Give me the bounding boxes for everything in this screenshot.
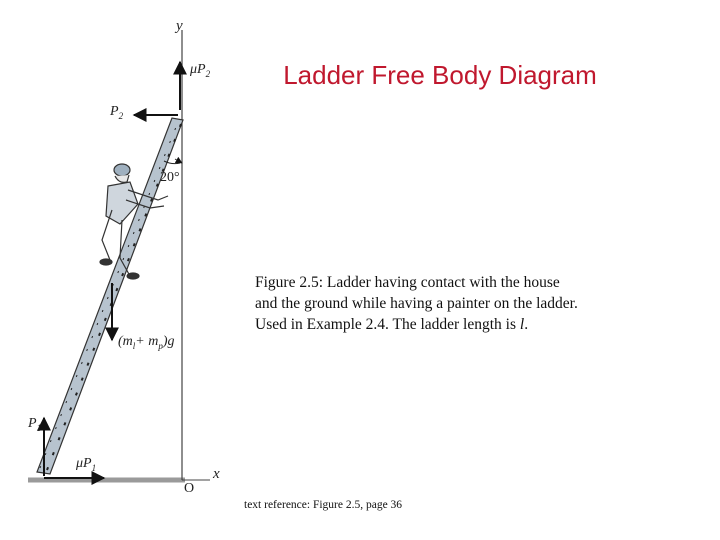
caption-line-3: Used in Example 2.4. The ladder length is l. [255,316,529,333]
force-p2-label: $P_2$ [110,104,124,121]
weight-label: $(m_l+ m_p)g$ [118,334,175,351]
text-reference: text reference: Figure 2.5, page 36 [244,499,403,511]
force-mu-p1-label: $\mu P_1$ [76,456,97,473]
force-mu-p2-label: $\mu P_2$ [190,62,211,79]
slide-title: Ladder Free Body Diagram [283,60,597,90]
figure-caption [255,272,675,335]
angle-label: 20° [160,170,180,185]
caption-line-2: and the ground while having a painter on the ladder. [255,295,578,312]
force-p1-label: $P_1$ [28,416,42,433]
axis-y-label: y [176,18,183,34]
caption-line-1: Figure 2.5: Ladder having contact with the house [255,274,560,291]
origin-label: O [184,481,195,496]
axis-x-label: x [213,466,220,482]
